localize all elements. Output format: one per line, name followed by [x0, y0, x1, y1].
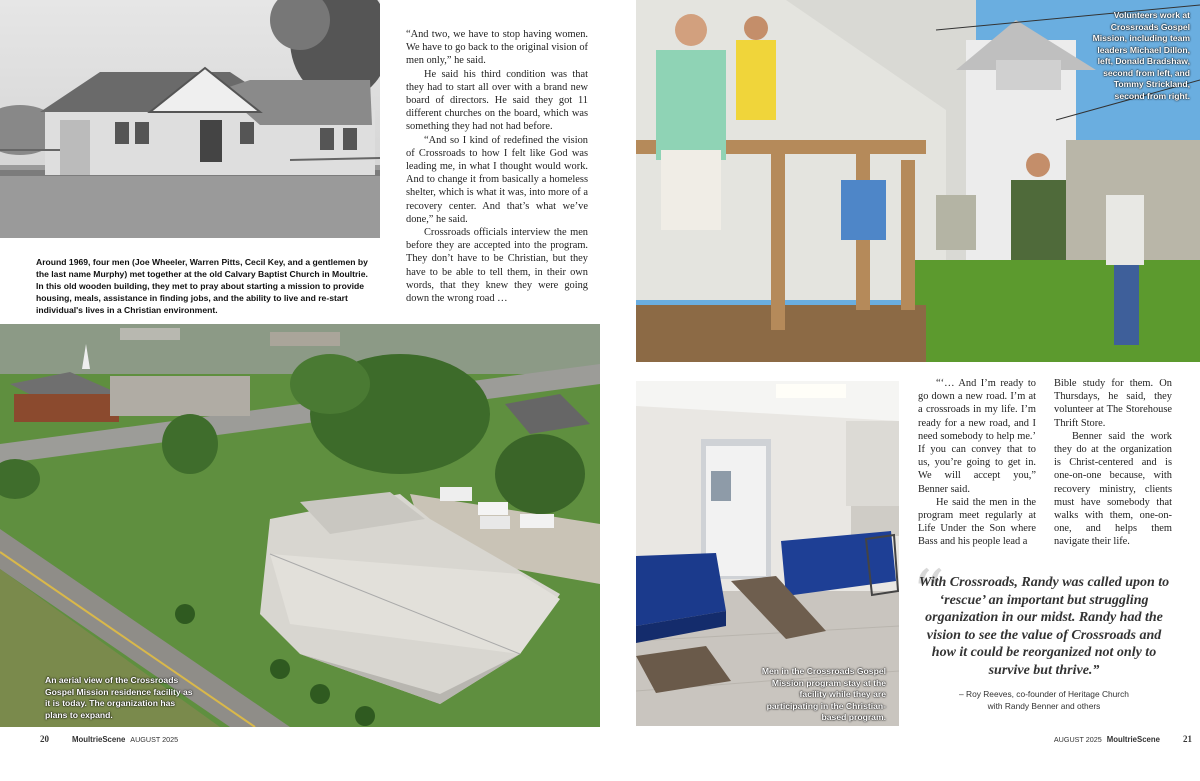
body-paragraph: Benner said the work they do at the organization is Christ-centered and is one-on-one because, with recovery ministry, clients must have somebody that walks with them, one-on-one, and helps them navigate their life.	[1054, 430, 1172, 548]
historic-church-photo	[0, 0, 380, 238]
issue-date: AUGUST 2025	[130, 735, 179, 744]
right-body-column-1	[918, 377, 1036, 549]
right-body-column-2	[1054, 377, 1172, 549]
left-folio	[40, 734, 178, 744]
right-folio	[1054, 734, 1192, 744]
attribution-line: – Roy Reeves, co-founder of Heritage Church	[959, 689, 1129, 699]
pull-quote-attribution	[918, 688, 1170, 712]
body-paragraph: “And two, we have to stop having women. We have to go back to the original vision of men only,” he said.	[406, 29, 588, 67]
aerial-photo-caption: An aerial view of the Crossroads Gospel Mission residence facility as it is today. The organization has plans to expand.	[45, 675, 193, 720]
page-number: 20	[40, 734, 49, 744]
body-paragraph: He said his third condition was that they had to start all over with a brand new board of directors. He said they got 11 different churches on the board, which was something they had not had before.	[406, 68, 588, 133]
magazine-name: MoultrieScene	[1106, 735, 1160, 744]
page-number: 21	[1183, 734, 1192, 744]
room-photo-caption: Men in the Crossroads Gospel Mission program stay at the facility while they are participating in the Christian-based program.	[761, 666, 886, 722]
attribution-line: with Randy Benner and others	[987, 701, 1101, 711]
volunteers-photo-caption: Volunteers work at Crossroads Gospel Mission, including team leaders Michael Dillon, left, Donald Bradshaw, second from left, and Tommy Strickland, second from right.	[1092, 10, 1190, 101]
body-paragraph: He said the men in the program meet regularly at Life Under the Son where Bass and his people lead a	[918, 496, 1036, 548]
body-paragraph: “And so I kind of redefined the vision of Crossroads to how I felt like God was leading me, in what I thought would work. And to change it from basically a homeless shelter, which is what it was, into more of a recovery center. And that’s what we’ve done,” he said.	[406, 134, 588, 225]
magazine-name: MoultrieScene	[72, 735, 126, 744]
left-body-column	[406, 28, 588, 305]
body-paragraph: Crossroads officials interview the men before they are accepted into the program. They don’t have to be Christian, but they have to be able to tell them, in their own words, that they knew they were going down the wrong road …	[406, 227, 588, 305]
issue-date: AUGUST 2025	[1053, 735, 1102, 744]
pull-quote: With Crossroads, Randy was called upon to ‘rescue’ an important but struggling organization in our midst. Randy had the vision to see the value of Crossroads and how it could be reorganized not only to survive but thrive.”	[918, 575, 1170, 678]
body-paragraph: Bible study for them. On Thursdays, he said, they volunteer at The Storehouse Thrift Store.	[1054, 378, 1172, 429]
historic-photo-caption: Around 1969, four men (Joe Wheeler, Warren Pitts, Cecil Key, and a gentlemen by the last name Murphy) met together at the old Calvary Baptist Church in Moultrie. In this old wooden building, they met to pray about starting a mission to provide housing, meals, assistance in finding jobs, and the ability to live and re-start individual's lives in a Christian environment.	[36, 257, 368, 315]
aerial-facility-photo	[0, 324, 600, 727]
open-quote-icon: “	[912, 557, 945, 631]
body-paragraph: “‘… And I’m ready to go down a new road. I’m at a crossroads in my life. I’m ready for a new road, and I need somebody to help me.’ If you can convey that to us, you’re going to get in. We will accept you,” Benner said.	[918, 378, 1036, 495]
